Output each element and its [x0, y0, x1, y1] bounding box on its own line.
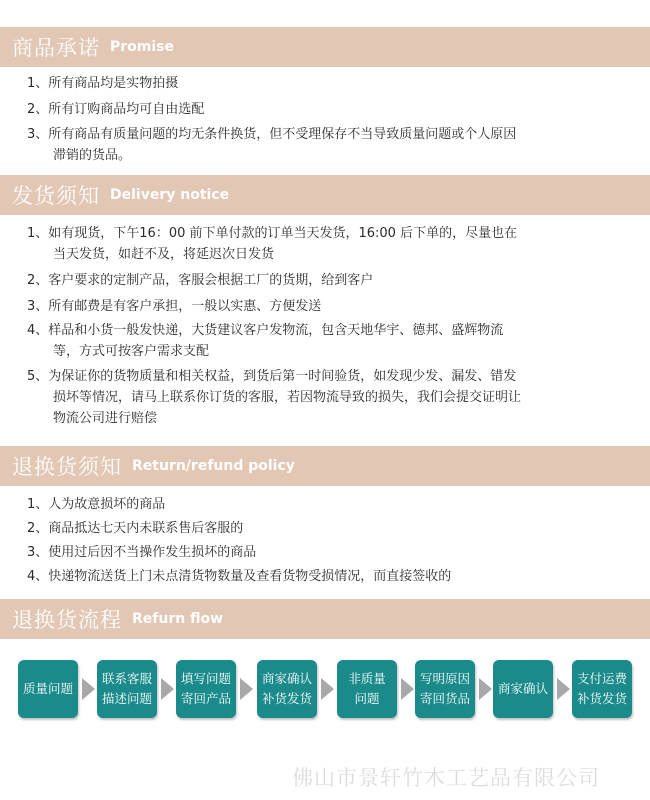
flow-step [572, 660, 632, 718]
flow-step-line: 补货发货 [261, 691, 312, 706]
list-item [27, 366, 521, 429]
list-item-line: 当天发货，如赶不及，将延迟次日发货 [53, 247, 275, 262]
flow-step [493, 660, 553, 718]
list-item-line: 1、人为故意损坏的商品 [27, 497, 166, 512]
flow-step-line: 描述问题 [101, 691, 152, 706]
flow-step [97, 660, 157, 718]
flow-step [18, 660, 78, 718]
flow-step-line: 支付运费 [576, 671, 627, 686]
list-item [27, 124, 516, 166]
list-item-line: 1、所有商品均是实物拍摄 [27, 76, 179, 91]
list-item [27, 518, 243, 539]
arrow-right-icon [479, 678, 492, 700]
list-item-line: 滞销的货品。 [53, 148, 132, 163]
section-title-en: Promise [110, 39, 174, 55]
section-title-en: Delivery notice [110, 187, 230, 203]
flow-step-line: 商家确认 [261, 671, 312, 686]
flow-step [337, 660, 397, 718]
list-item [27, 270, 373, 291]
list-item [27, 320, 503, 362]
flow-step-line: 寄回产品 [180, 691, 231, 706]
flow-step-line: 商家确认 [497, 681, 548, 696]
list-item-line: 2、所有订购商品均可自由选配 [27, 102, 205, 117]
section-title-cn: 商品承诺 [12, 36, 100, 60]
flow-step-line: 质量问题 [22, 681, 73, 696]
flow-step [257, 660, 317, 718]
section-header-promise [0, 27, 650, 67]
company-watermark: 佛山市景轩竹木工艺品有限公司 [292, 766, 600, 790]
flow-step-line: 问题 [354, 691, 380, 706]
return-flow-diagram [0, 660, 650, 724]
flow-step-line: 填写问题 [180, 671, 231, 686]
list-item-line: 物流公司进行赔偿 [53, 411, 158, 426]
arrow-right-icon [321, 678, 334, 700]
section-title-cn: 退换货流程 [12, 608, 122, 632]
list-item [27, 494, 165, 515]
list-item-line: 4、样品和小货一般发快递，大货建议客户发物流，包含天地华宇、德邦、盛辉物流 [27, 323, 504, 338]
section-title-cn: 退换货须知 [12, 455, 122, 479]
section-header-delivery [0, 175, 650, 215]
arrow-right-icon [82, 678, 95, 700]
list-item [27, 542, 256, 563]
flow-step [415, 660, 475, 718]
section-title-en: Refurn flow [132, 611, 224, 627]
list-item-line: 5、为保证你的货物质量和相关权益，到货后第一时间验货，如发现少发、漏发、错发 [27, 369, 517, 384]
arrow-right-icon [401, 678, 414, 700]
list-item [27, 223, 517, 265]
arrow-right-icon [557, 678, 570, 700]
list-item-line: 损坏等情况，请马上联系你订货的客服，若因物流导致的损失，我们会提交证明让 [53, 390, 522, 405]
list-item-line: 2、商品抵达七天内未联系售后客服的 [27, 521, 244, 536]
list-item [27, 73, 178, 94]
list-item-line: 3、使用过后因不当操作发生损坏的商品 [27, 545, 257, 560]
section-title-cn: 发货须知 [12, 184, 100, 208]
flow-step-line: 写明原因 [419, 671, 470, 686]
flow-step-line: 非质量 [348, 671, 386, 686]
flow-step-line: 寄回货品 [419, 691, 470, 706]
list-item-line: 1、如有现货，下午16：00 前下单付款的订单当天发货，16:00 后下单的，尽量也在 [27, 226, 518, 241]
list-item-line: 2、客户要求的定制产品，客服会根据工厂的货期，给到客户 [27, 273, 374, 288]
arrow-right-icon [161, 678, 174, 700]
section-header-return-flow [0, 599, 650, 639]
section-header-return-policy [0, 446, 650, 486]
list-item [27, 296, 321, 317]
list-item-line: 4、快递物流送货上门未点清货物数量及查看货物受损情况，而直接签收的 [27, 569, 452, 584]
flow-step-line: 联系客服 [101, 671, 152, 686]
flow-step [176, 660, 236, 718]
list-item-line: 等，方式可按客户需求支配 [53, 344, 210, 359]
list-item [27, 566, 451, 587]
flow-step-line: 补货发货 [576, 691, 627, 706]
section-title-en: Return/refund policy [132, 458, 295, 474]
list-item [27, 99, 204, 120]
list-item-line: 3、所有邮费是有客户承担，一般以实惠、方便发送 [27, 299, 322, 314]
arrow-right-icon [240, 678, 253, 700]
list-item-line: 3、所有商品有质量问题的均无条件换货，但不受理保存不当导致质量问题或个人原因 [27, 127, 517, 142]
